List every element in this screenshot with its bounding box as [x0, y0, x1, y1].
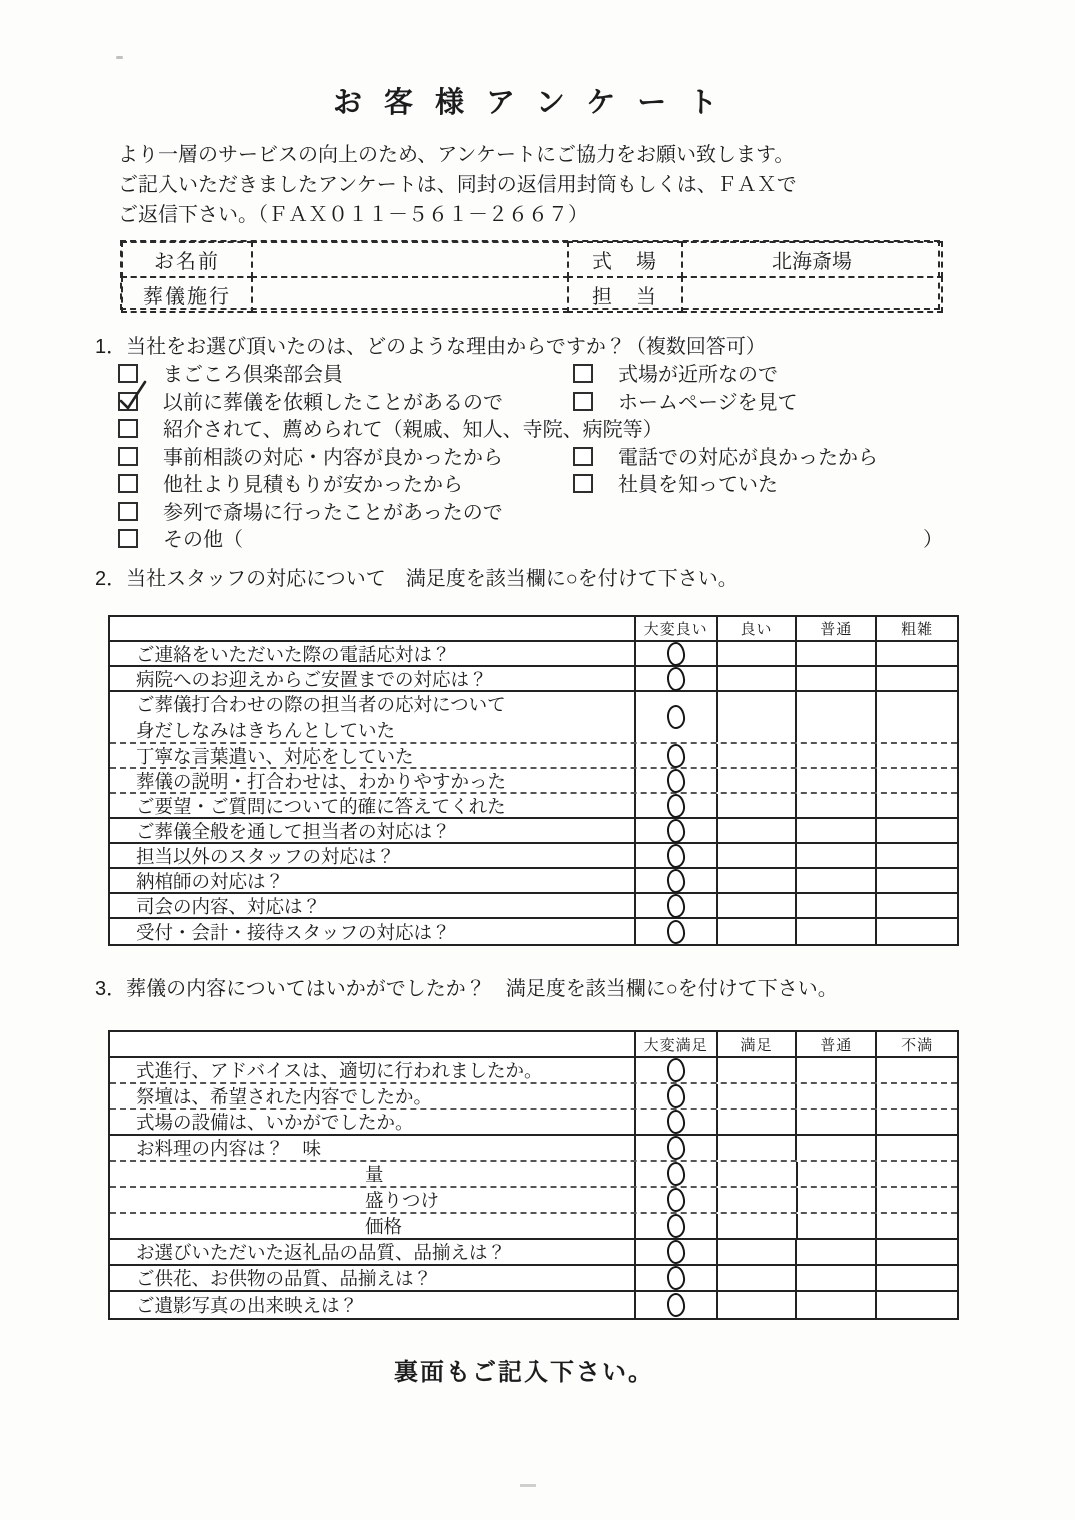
rating-cell[interactable] — [797, 769, 877, 792]
checkbox[interactable] — [118, 474, 138, 493]
rating-cell[interactable] — [636, 1110, 718, 1134]
table-row — [110, 667, 957, 692]
checkbox[interactable] — [118, 447, 138, 466]
rating-cell[interactable] — [636, 744, 718, 767]
table-row — [110, 1110, 957, 1136]
q1-option — [118, 472, 573, 500]
rating-cell[interactable] — [877, 1162, 957, 1186]
rating-cell[interactable] — [877, 667, 957, 690]
table-row — [110, 1214, 957, 1240]
rating-cell[interactable] — [877, 819, 957, 842]
other-close-paren: ） — [923, 529, 943, 551]
rating-cell[interactable] — [877, 919, 957, 944]
q1-option-row — [95, 362, 995, 390]
rating-cell[interactable] — [877, 1084, 957, 1108]
rating-header-cell: 不満 — [901, 1036, 934, 1054]
rating-circle-mark — [666, 641, 686, 666]
checkbox[interactable] — [573, 474, 593, 493]
question-label: お選びいただいた返礼品の品質、品揃えは？ — [110, 1240, 636, 1264]
q1-option-row — [95, 472, 995, 500]
name-value-field[interactable] — [251, 241, 569, 278]
question-label: 葬儀の説明・打合わせは、わかりやすかった — [110, 769, 636, 792]
rating-circle-mark — [666, 919, 686, 944]
rating-cell[interactable] — [877, 744, 957, 767]
table-row — [110, 819, 957, 844]
question-label: 受付・会計・接待スタッフの対応は？ — [110, 919, 636, 944]
rating-cell[interactable] — [718, 1214, 798, 1238]
rating-cell[interactable] — [718, 1110, 798, 1134]
q1-option — [118, 390, 573, 418]
q1-option-label: 電話での対応が良かったから — [618, 446, 878, 469]
question-label: 量 — [110, 1162, 636, 1186]
question-label: お料理の内容は？ 味 — [110, 1136, 636, 1160]
rating-cell[interactable] — [636, 1266, 718, 1290]
table-row — [110, 844, 957, 869]
rating-cell[interactable] — [718, 1266, 798, 1290]
checkbox[interactable] — [118, 419, 138, 438]
table-row — [110, 1136, 957, 1162]
rating-cell[interactable] — [718, 667, 798, 690]
rating-cell[interactable] — [797, 1240, 877, 1264]
rating-circle-mark — [666, 818, 686, 843]
intro-line-fax: ご返信下さい。（ＦＡＸ０１１－５６１－２６６７） — [118, 204, 588, 226]
rating-cell[interactable] — [636, 1188, 718, 1212]
q1-option-row — [95, 527, 995, 555]
rating-cell[interactable] — [797, 1110, 877, 1134]
rating-cell[interactable] — [877, 692, 957, 742]
q1-option — [118, 362, 573, 390]
rating-cell[interactable] — [636, 819, 718, 842]
checkbox-checked[interactable] — [118, 392, 138, 411]
rating-circle-mark — [666, 1083, 686, 1108]
checkbox[interactable] — [573, 447, 593, 466]
q1-option-row — [95, 417, 995, 445]
rating-cell[interactable] — [636, 869, 718, 892]
rating-cell[interactable] — [636, 692, 718, 742]
question-label: 納棺師の対応は？ — [110, 869, 636, 892]
rating-cell[interactable] — [718, 894, 798, 917]
rating-cell[interactable] — [797, 1292, 877, 1318]
rating-cell[interactable] — [797, 844, 877, 867]
q1-option-label: 以前に葬儀を依頼したことがあるので — [163, 391, 503, 414]
name-label: お名前 — [121, 241, 253, 278]
q1-option — [118, 500, 573, 528]
rating-cell[interactable] — [877, 769, 957, 792]
rating-cell[interactable] — [718, 1058, 798, 1082]
rating-cell[interactable] — [718, 769, 798, 792]
rating-cell[interactable] — [718, 919, 798, 944]
rating-cell[interactable] — [718, 744, 798, 767]
rating-cell[interactable] — [877, 844, 957, 867]
rating-cell[interactable] — [797, 1266, 877, 1290]
rating-cell[interactable] — [797, 919, 877, 944]
table-row — [110, 1266, 957, 1292]
rating-circle-mark — [666, 1239, 686, 1264]
rating-header-cell: 大変満足 — [636, 1032, 718, 1056]
rating-header-cell: 良い — [718, 617, 798, 640]
rating-cell[interactable] — [797, 692, 877, 742]
table-row — [110, 1058, 957, 1084]
rating-circle-mark — [666, 768, 686, 793]
question-label: 丁寧な言葉遣い、対応をしていた — [110, 744, 636, 767]
checkmark-icon — [117, 377, 147, 411]
rating-cell[interactable] — [636, 844, 718, 867]
rating-circle-mark — [666, 666, 686, 691]
q1-option — [118, 527, 573, 555]
rating-cell[interactable] — [877, 1188, 957, 1212]
scan-artifact — [520, 1484, 536, 1487]
question-label: 祭壇は、希望された内容でしたか。 — [110, 1084, 636, 1108]
rating-cell[interactable] — [718, 642, 798, 665]
content-rating-table — [108, 1030, 959, 1320]
question-label: ご要望・ご質問について的確に答えてくれた — [110, 794, 636, 817]
rating-cell[interactable] — [718, 869, 798, 892]
question-3-text: 3．葬儀の内容についてはいかがでしたか？ 満足度を該当欄に○を付けて下さい。 — [95, 978, 838, 1000]
rating-cell[interactable] — [877, 1266, 957, 1290]
rating-cell[interactable] — [797, 744, 877, 767]
rating-cell[interactable] — [797, 794, 877, 817]
question-label: 担当以外のスタッフの対応は？ — [110, 844, 636, 867]
q1-option — [118, 417, 663, 445]
rating-cell[interactable] — [877, 642, 957, 665]
rating-circle-mark — [666, 868, 686, 893]
q1-option — [573, 472, 778, 500]
rating-cell[interactable] — [718, 1084, 798, 1108]
rating-cell[interactable] — [797, 894, 877, 917]
q1-option-label: 紹介されて、薦められて（親戚、知人、寺院、病院等） — [163, 419, 663, 441]
rating-circle-mark — [666, 1109, 686, 1134]
question-label: ご遺影写真の出来映えは？ — [110, 1292, 636, 1318]
question-label: 司会の内容、対応は？ — [110, 894, 636, 917]
rating-cell[interactable] — [636, 894, 718, 917]
page-title: お客様アンケート — [333, 87, 740, 119]
rating-cell[interactable] — [797, 819, 877, 842]
rating-cell[interactable] — [636, 1084, 718, 1108]
rating-cell[interactable] — [636, 919, 718, 944]
table-row — [110, 642, 957, 667]
rating-cell[interactable] — [718, 692, 798, 742]
rating-circle-mark — [666, 1213, 686, 1238]
intro-line: ご記入いただきましたアンケートは、同封の返信用封筒もしくは、ＦＡＸで — [118, 174, 797, 196]
rating-circle-mark — [666, 1265, 686, 1290]
checkbox[interactable] — [118, 529, 138, 548]
rating-circle-mark — [666, 1161, 686, 1186]
rating-circle-mark — [666, 1187, 686, 1212]
q1-option-row — [95, 500, 995, 528]
rating-cell[interactable] — [798, 1162, 878, 1186]
question-2-text: 2．当社スタッフの対応について 満足度を該当欄に○を付けて下さい。 — [95, 568, 738, 590]
rating-cell[interactable] — [877, 1058, 957, 1082]
rating-circle-mark — [666, 704, 686, 729]
table-row — [110, 794, 957, 819]
rating-cell[interactable] — [718, 819, 798, 842]
rating-header-cell: 大変良い — [636, 617, 718, 640]
staff-value-field[interactable] — [681, 276, 943, 313]
question-label: ご葬儀打合わせの際の担当者の応対について 身だしなみはきちんとしていた — [110, 692, 636, 742]
rating-cell[interactable] — [877, 1110, 957, 1134]
rating-cell[interactable] — [877, 1240, 957, 1264]
question-1 — [95, 330, 995, 555]
rating-circle-mark — [666, 1292, 686, 1317]
rating-cell[interactable] — [718, 794, 798, 817]
rating-header-cell: 普通 — [797, 617, 877, 640]
question-label: ご葬儀全般を通して担当者の対応は？ — [110, 819, 636, 842]
customer-info-box — [120, 240, 940, 310]
question-label: 盛りつけ — [110, 1188, 636, 1212]
rating-cell[interactable] — [636, 1136, 718, 1160]
rating-circle-mark — [666, 1057, 686, 1082]
q1-option-row — [95, 390, 995, 418]
rating-cell[interactable] — [798, 1188, 878, 1212]
rating-header-cell: 満足 — [718, 1032, 798, 1056]
table-row — [110, 1240, 957, 1266]
rating-cell[interactable] — [718, 1240, 798, 1264]
q1-option-label: 参列で斎場に行ったことがあったので — [163, 501, 503, 524]
rating-cell[interactable] — [877, 1292, 957, 1318]
rating-circle-mark — [666, 793, 686, 818]
rating-header-cell: 粗雑 — [901, 621, 934, 638]
rating-cell[interactable] — [877, 794, 957, 817]
table-row — [110, 1084, 957, 1110]
rating-cell[interactable] — [718, 1292, 798, 1318]
rating-cell[interactable] — [877, 1214, 957, 1238]
q1-option-row — [95, 445, 995, 473]
rating-cell[interactable] — [718, 1162, 798, 1186]
q1-option-label: 他社より見積もりが安かったから — [163, 474, 463, 496]
rating-circle-mark — [666, 743, 686, 768]
rating-cell[interactable] — [797, 1058, 877, 1082]
rating-header-spacer — [110, 1032, 636, 1056]
question-label: 価格 — [110, 1214, 636, 1238]
question-label: ご供花、お供物の品質、品揃えは？ — [110, 1266, 636, 1290]
rating-cell[interactable] — [636, 769, 718, 792]
q1-option-label: まごころ倶楽部会員 — [163, 364, 343, 386]
table-row — [110, 744, 957, 769]
q1-option-label: 事前相談の対応・内容が良かったから — [163, 446, 503, 469]
rating-table-header — [110, 617, 957, 642]
rating-cell[interactable] — [636, 1162, 718, 1186]
rating-cell[interactable] — [636, 642, 718, 665]
staff-label: 担 当 — [567, 276, 683, 313]
table-row — [110, 894, 957, 919]
funeral-label: 葬儀施行 — [121, 276, 253, 313]
rating-cell[interactable] — [636, 1214, 718, 1238]
table-row — [110, 1162, 957, 1188]
footer-note: 裏面もご記入下さい。 — [394, 1359, 654, 1386]
q1-option — [118, 445, 573, 473]
rating-cell[interactable] — [797, 642, 877, 665]
table-row — [110, 692, 957, 744]
staff-rating-table — [108, 615, 959, 946]
table-row — [110, 1188, 957, 1214]
q1-option — [573, 362, 778, 390]
q1-option-label: ホームページを見て — [618, 391, 798, 414]
rating-cell[interactable] — [718, 844, 798, 867]
rating-cell[interactable] — [877, 1136, 957, 1160]
question-label: 式進行、アドバイスは、適切に行われましたか。 — [110, 1058, 636, 1082]
question-label: 式場の設備は、いかがでしたか。 — [110, 1110, 636, 1134]
rating-cell[interactable] — [636, 794, 718, 817]
intro-text — [118, 140, 797, 230]
rating-circle-mark — [666, 843, 686, 868]
checkbox[interactable] — [573, 392, 593, 411]
rating-header-spacer — [110, 617, 636, 640]
table-row — [110, 869, 957, 894]
question-label: 病院へのお迎えからご安置までの対応は？ — [110, 667, 636, 690]
q1-option-label: 式場が近所なので — [618, 364, 778, 386]
rating-circle-mark — [666, 893, 686, 918]
venue-value: 北海斎場 — [681, 241, 943, 278]
checkbox[interactable] — [118, 502, 138, 521]
rating-table-header — [110, 1032, 957, 1058]
rating-cell[interactable] — [877, 894, 957, 917]
funeral-value-field[interactable] — [251, 276, 569, 313]
rating-cell[interactable] — [877, 869, 957, 892]
rating-cell[interactable] — [797, 869, 877, 892]
venue-label: 式 場 — [567, 241, 683, 278]
rating-circle-mark — [666, 1135, 686, 1160]
rating-cell[interactable] — [636, 1292, 718, 1318]
rating-header-cell: 普通 — [797, 1032, 877, 1056]
q1-option-label: 社員を知っていた — [618, 474, 778, 496]
rating-cell[interactable] — [797, 1136, 877, 1160]
q1-option — [573, 390, 798, 418]
rating-cell[interactable] — [718, 1136, 798, 1160]
rating-cell[interactable] — [797, 667, 877, 690]
table-row — [110, 1292, 957, 1318]
intro-line: より一層のサービスの向上のため、アンケートにご協力をお願い致します。 — [118, 144, 795, 166]
checkbox[interactable] — [573, 364, 593, 383]
rating-cell[interactable] — [636, 1240, 718, 1264]
rating-cell[interactable] — [636, 667, 718, 690]
q1-option — [573, 445, 878, 473]
rating-cell[interactable] — [797, 1084, 877, 1108]
table-row — [110, 919, 957, 944]
question-label: ご連絡をいただいた際の電話応対は？ — [110, 642, 636, 665]
table-row — [110, 769, 957, 794]
q1-option-label: その他（ — [163, 529, 243, 551]
question-1-text: 1．当社をお選び頂いたのは、どのような理由からですか？（複数回答可） — [95, 336, 766, 358]
rating-cell[interactable] — [636, 1058, 718, 1082]
q1-options — [95, 362, 995, 555]
rating-cell[interactable] — [798, 1214, 878, 1238]
scan-artifact — [116, 56, 123, 59]
rating-cell[interactable] — [718, 1188, 798, 1212]
